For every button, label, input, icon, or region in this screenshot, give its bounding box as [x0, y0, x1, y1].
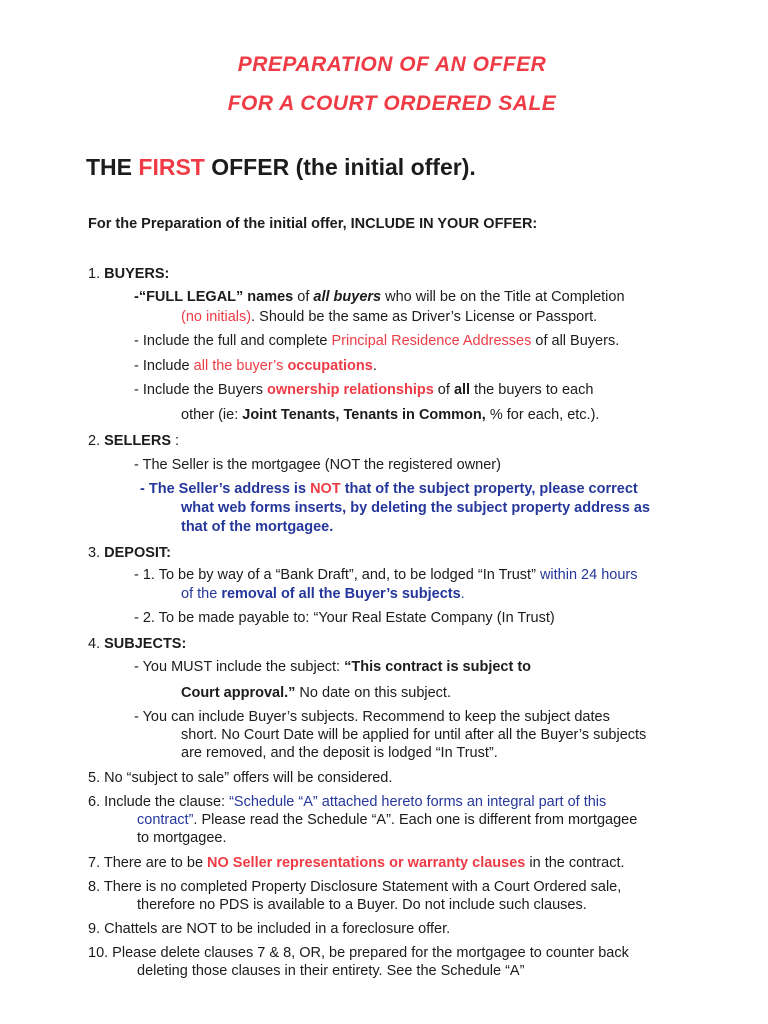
item-10-line-1: 10. Please delete clauses 7 & 8, OR, be prepared for the mortgagee to counter back	[88, 945, 629, 961]
buyers-line-6-end: % for each, etc.).	[485, 407, 600, 423]
deposit-line-1-start: - 1. To be by way of a “Bank Draft”, and, to be lodged “In Trust”	[134, 567, 540, 583]
court-subject-text: “This contract is subject to	[344, 659, 532, 675]
sellers-line-2-end: that of the subject property, please correct	[340, 481, 638, 497]
buyers-line-6	[181, 407, 599, 424]
title-offer: OFFER	[204, 154, 290, 180]
subjects-line-2	[181, 685, 451, 702]
occupations-text: occupations	[287, 358, 373, 374]
court-approval-text: Court approval.”	[181, 685, 296, 701]
item-8-line-1: 8. There is no completed Property Disclosure Statement with a Court Ordered sale,	[88, 879, 622, 895]
subjects-line-3: - You can include Buyer’s subjects. Recommend to keep the subject dates	[134, 709, 610, 725]
sellers-line-3: what web forms inserts, by deleting the subject property address as	[181, 500, 650, 516]
ownership-relationships-text: ownership relationships	[267, 382, 434, 398]
removal-subjects-text: removal of all the Buyer’s subjects	[221, 586, 461, 602]
sellers-colon: :	[171, 433, 180, 449]
buyers-line-5	[134, 382, 593, 399]
item-7-start: 7. There are to be	[88, 855, 208, 871]
not-red-text: NOT	[310, 481, 341, 497]
sellers-heading	[88, 433, 179, 450]
buyers-line-3-end: of all Buyers.	[531, 333, 620, 349]
buyers-line-3-start: - Include the full and complete	[134, 333, 332, 349]
buyers-line-1-rest: who will be on the Title at Completion	[381, 289, 625, 305]
item-6-line-2	[137, 812, 637, 829]
subjects-heading	[88, 636, 186, 653]
buyers-label: BUYERS:	[104, 266, 170, 282]
sellers-line-4: that of the mortgagee.	[181, 519, 334, 535]
principal-residence-text: Principal Residence Addresses	[331, 333, 532, 349]
item-6-line-3: to mortgagee.	[137, 830, 227, 846]
subjects-line-5: are removed, and the deposit is lodged “In Trust”.	[181, 745, 498, 761]
sellers-label: SELLERS	[104, 433, 171, 449]
deposit-heading	[88, 545, 171, 562]
sellers-address-text: - The Seller’s address is	[140, 481, 311, 497]
deposit-label: DEPOSIT:	[104, 545, 171, 561]
deposit-number: 3.	[88, 545, 105, 561]
title-the: THE	[86, 154, 139, 180]
item-6-line-1	[88, 794, 606, 811]
all-bold-text: all	[453, 382, 471, 398]
subjects-line-1-start: - You MUST include the subject:	[134, 659, 345, 675]
title-paren: (the initial offer).	[289, 154, 476, 180]
buyers-line-3	[134, 333, 619, 350]
item-7	[88, 855, 625, 872]
buyers-line-5-end: the buyers to each	[470, 382, 594, 398]
buyers-line-4-end: .	[372, 358, 377, 374]
buyers-line-4	[134, 358, 377, 375]
all-buyers-red-text: all the buyer’s	[193, 358, 288, 374]
schedule-a-clause-text: “Schedule “A” attached hereto forms an integral part of this	[229, 794, 607, 810]
buyers-number: 1.	[88, 266, 105, 282]
buyers-line-5-start: - Include the Buyers	[134, 382, 267, 398]
deposit-line-1	[134, 567, 637, 584]
no-seller-representations-text: NO Seller representations or warranty clauses	[207, 855, 526, 871]
text-of: of	[293, 289, 314, 305]
item-5: 5. No “subject to sale” offers will be considered.	[88, 770, 393, 786]
item-6-start: 6. Include the clause:	[88, 794, 230, 810]
title-first: FIRST	[138, 154, 205, 180]
deposit-line-2-end: .	[460, 586, 465, 602]
buyers-line-2	[181, 309, 597, 326]
buyers-line-2-rest: . Should be the same as Driver’s License or Passport.	[251, 309, 598, 325]
document-title-line-1: PREPARATION OF AN OFFER	[237, 53, 547, 76]
deposit-line-2-start: of the	[181, 586, 222, 602]
deposit-line-3: - 2. To be made payable to: “Your Real Estate Company (In Trust)	[134, 610, 555, 626]
item-8-line-2: therefore no PDS is available to a Buyer. Do not include such clauses.	[137, 897, 587, 913]
deposit-line-2	[181, 586, 465, 603]
sellers-line-1: - The Seller is the mortgagee (NOT the registered owner)	[134, 457, 501, 473]
intro-line: For the Preparation of the initial offer, INCLUDE IN YOUR OFFER:	[88, 216, 538, 232]
section-title	[86, 154, 476, 181]
subjects-line-4: short. No Court Date will be applied for until after all the Buyer’s subjects	[181, 727, 647, 743]
no-initials-text: (no initials)	[181, 309, 252, 325]
sellers-line-2	[140, 481, 638, 498]
item-10-line-2: deleting those clauses in their entirety. See the Schedule “A”	[137, 963, 525, 979]
item-7-end: in the contract.	[525, 855, 625, 871]
subjects-label: SUBJECTS:	[104, 636, 187, 652]
buyers-heading	[88, 266, 169, 283]
joint-tenants-text: Joint Tenants, Tenants in Common,	[242, 407, 486, 423]
full-legal-text: -“FULL LEGAL” names	[134, 289, 294, 305]
subjects-line-1	[134, 659, 531, 676]
buyers-line-6-start: other (ie:	[181, 407, 243, 423]
all-buyers-text: all buyers	[313, 289, 382, 305]
no-date-text: No date on this subject.	[295, 685, 451, 701]
item-9: 9. Chattels are NOT to be included in a foreclosure offer.	[88, 921, 451, 937]
buyers-line-1	[134, 289, 625, 306]
item-6-rest: . Please read the Schedule “A”. Each one is different from mortgagee	[193, 812, 638, 828]
contract-text: contract”	[137, 812, 194, 828]
subjects-number: 4.	[88, 636, 105, 652]
within-24-hours-text: within 24 hours	[539, 567, 638, 583]
document-title-line-2: FOR A COURT ORDERED SALE	[227, 92, 557, 115]
text-of-2: of	[433, 382, 454, 398]
sellers-number: 2.	[88, 433, 105, 449]
buyers-line-4-start: - Include	[134, 358, 194, 374]
